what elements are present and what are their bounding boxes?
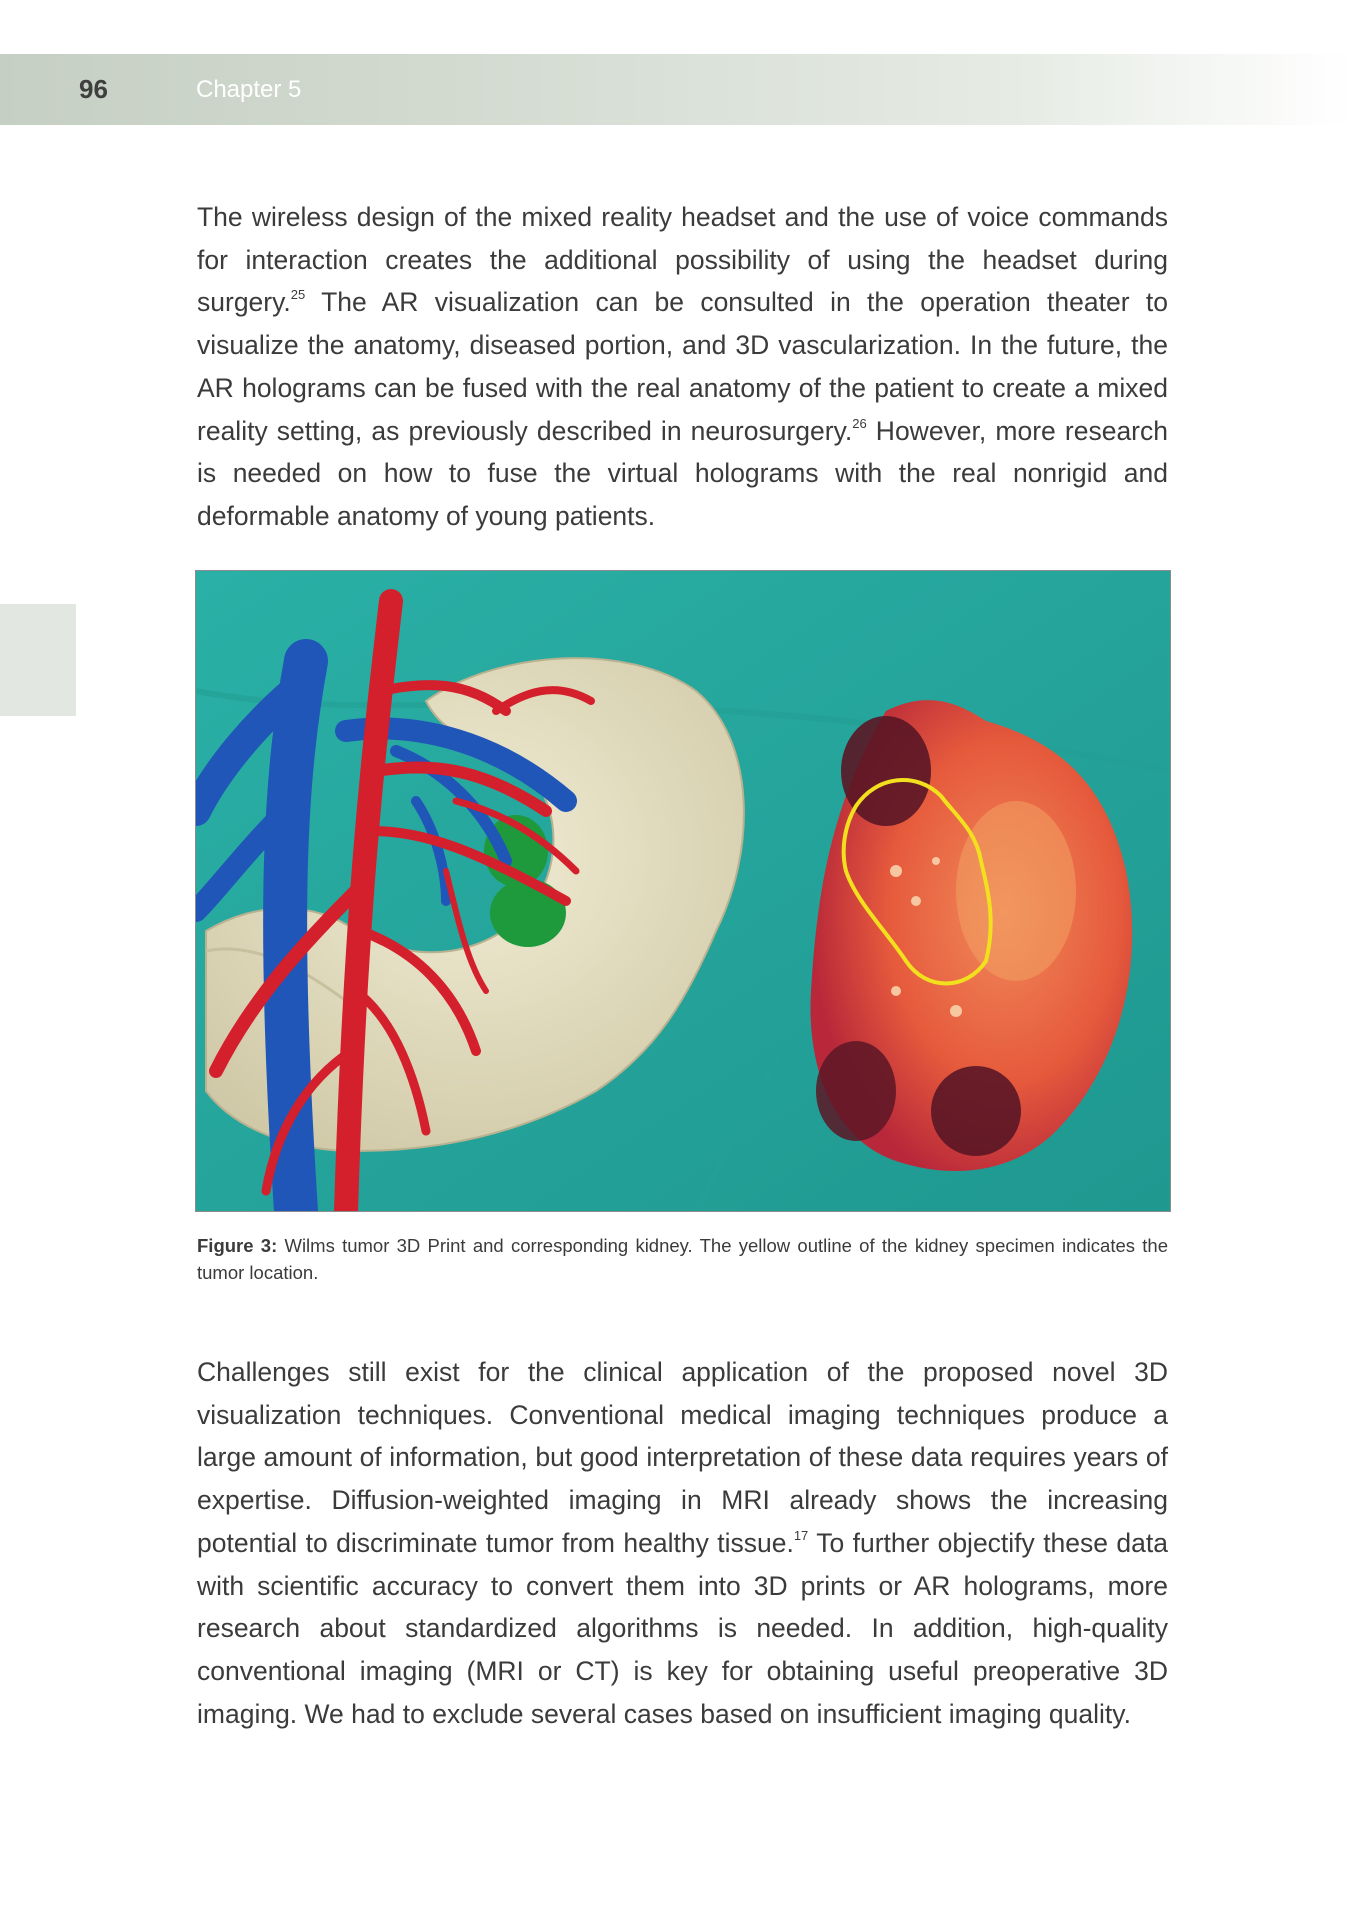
figure-3-illustration: [196, 571, 1170, 1211]
specimen-dark-lobe-lower-left: [816, 1041, 896, 1141]
reference-25: 25: [290, 287, 306, 303]
paragraph-1-text-c: However, more research is needed on how to fuse the virtual holograms with the real nonrigid and deformable anatomy of young patients.: [197, 415, 1168, 531]
figure-caption-text: Wilms tumor 3D Print and corresponding kidney. The yellow outline of the kidney specimen indicates the tumor location.: [197, 1235, 1168, 1283]
figure-3-photo: [195, 570, 1171, 1212]
side-thumb-tab: [0, 604, 76, 716]
reference-26: 26: [852, 415, 867, 431]
chapter-label: Chapter 5: [196, 76, 302, 103]
paragraph-2-text-b: To further objectify these data with scientific accuracy to convert them into 3D prints or AR holograms, more research about standardized algorithms is needed. In addition, high-quality conventional imaging (MRI or CT) is key for obtaining useful preoperative 3D imaging. We had to exclude several cases based on insufficient imaging quality.: [197, 1527, 1168, 1729]
paragraph-2-text-a: Challenges still exist for the clinical application of the proposed novel 3D visualization techniques. Conventional medical imaging techniques produce a large amount of information, but good interpretation of these data requires years of expertise. Diffusion-weighted imaging in MRI already shows the increasing potential to discriminate tumor from healthy tissue.: [197, 1357, 1168, 1558]
specimen-dark-lobe-lower-right: [931, 1066, 1021, 1156]
paragraph-1-text-b: The AR visualization can be consulted in the operation theater to visualize the anatomy, diseased portion, and 3D vascularization. In the future, the AR holograms can be fused with the real anatomy of the patient to create a mixed reality setting, as previously described in neurosurgery.: [197, 287, 1168, 446]
page-number: 96: [79, 74, 108, 104]
paragraph-1: [197, 196, 1168, 538]
paragraph-2: [197, 1351, 1168, 1735]
figure-caption: [197, 1232, 1168, 1286]
reference-17: 17: [793, 1527, 809, 1543]
figure-label: Figure 3:: [197, 1235, 278, 1256]
paragraph-1-text-a: The wireless design of the mixed reality headset and the use of voice commands for interaction creates the additional possibility of using the headset during surgery.: [197, 202, 1168, 318]
